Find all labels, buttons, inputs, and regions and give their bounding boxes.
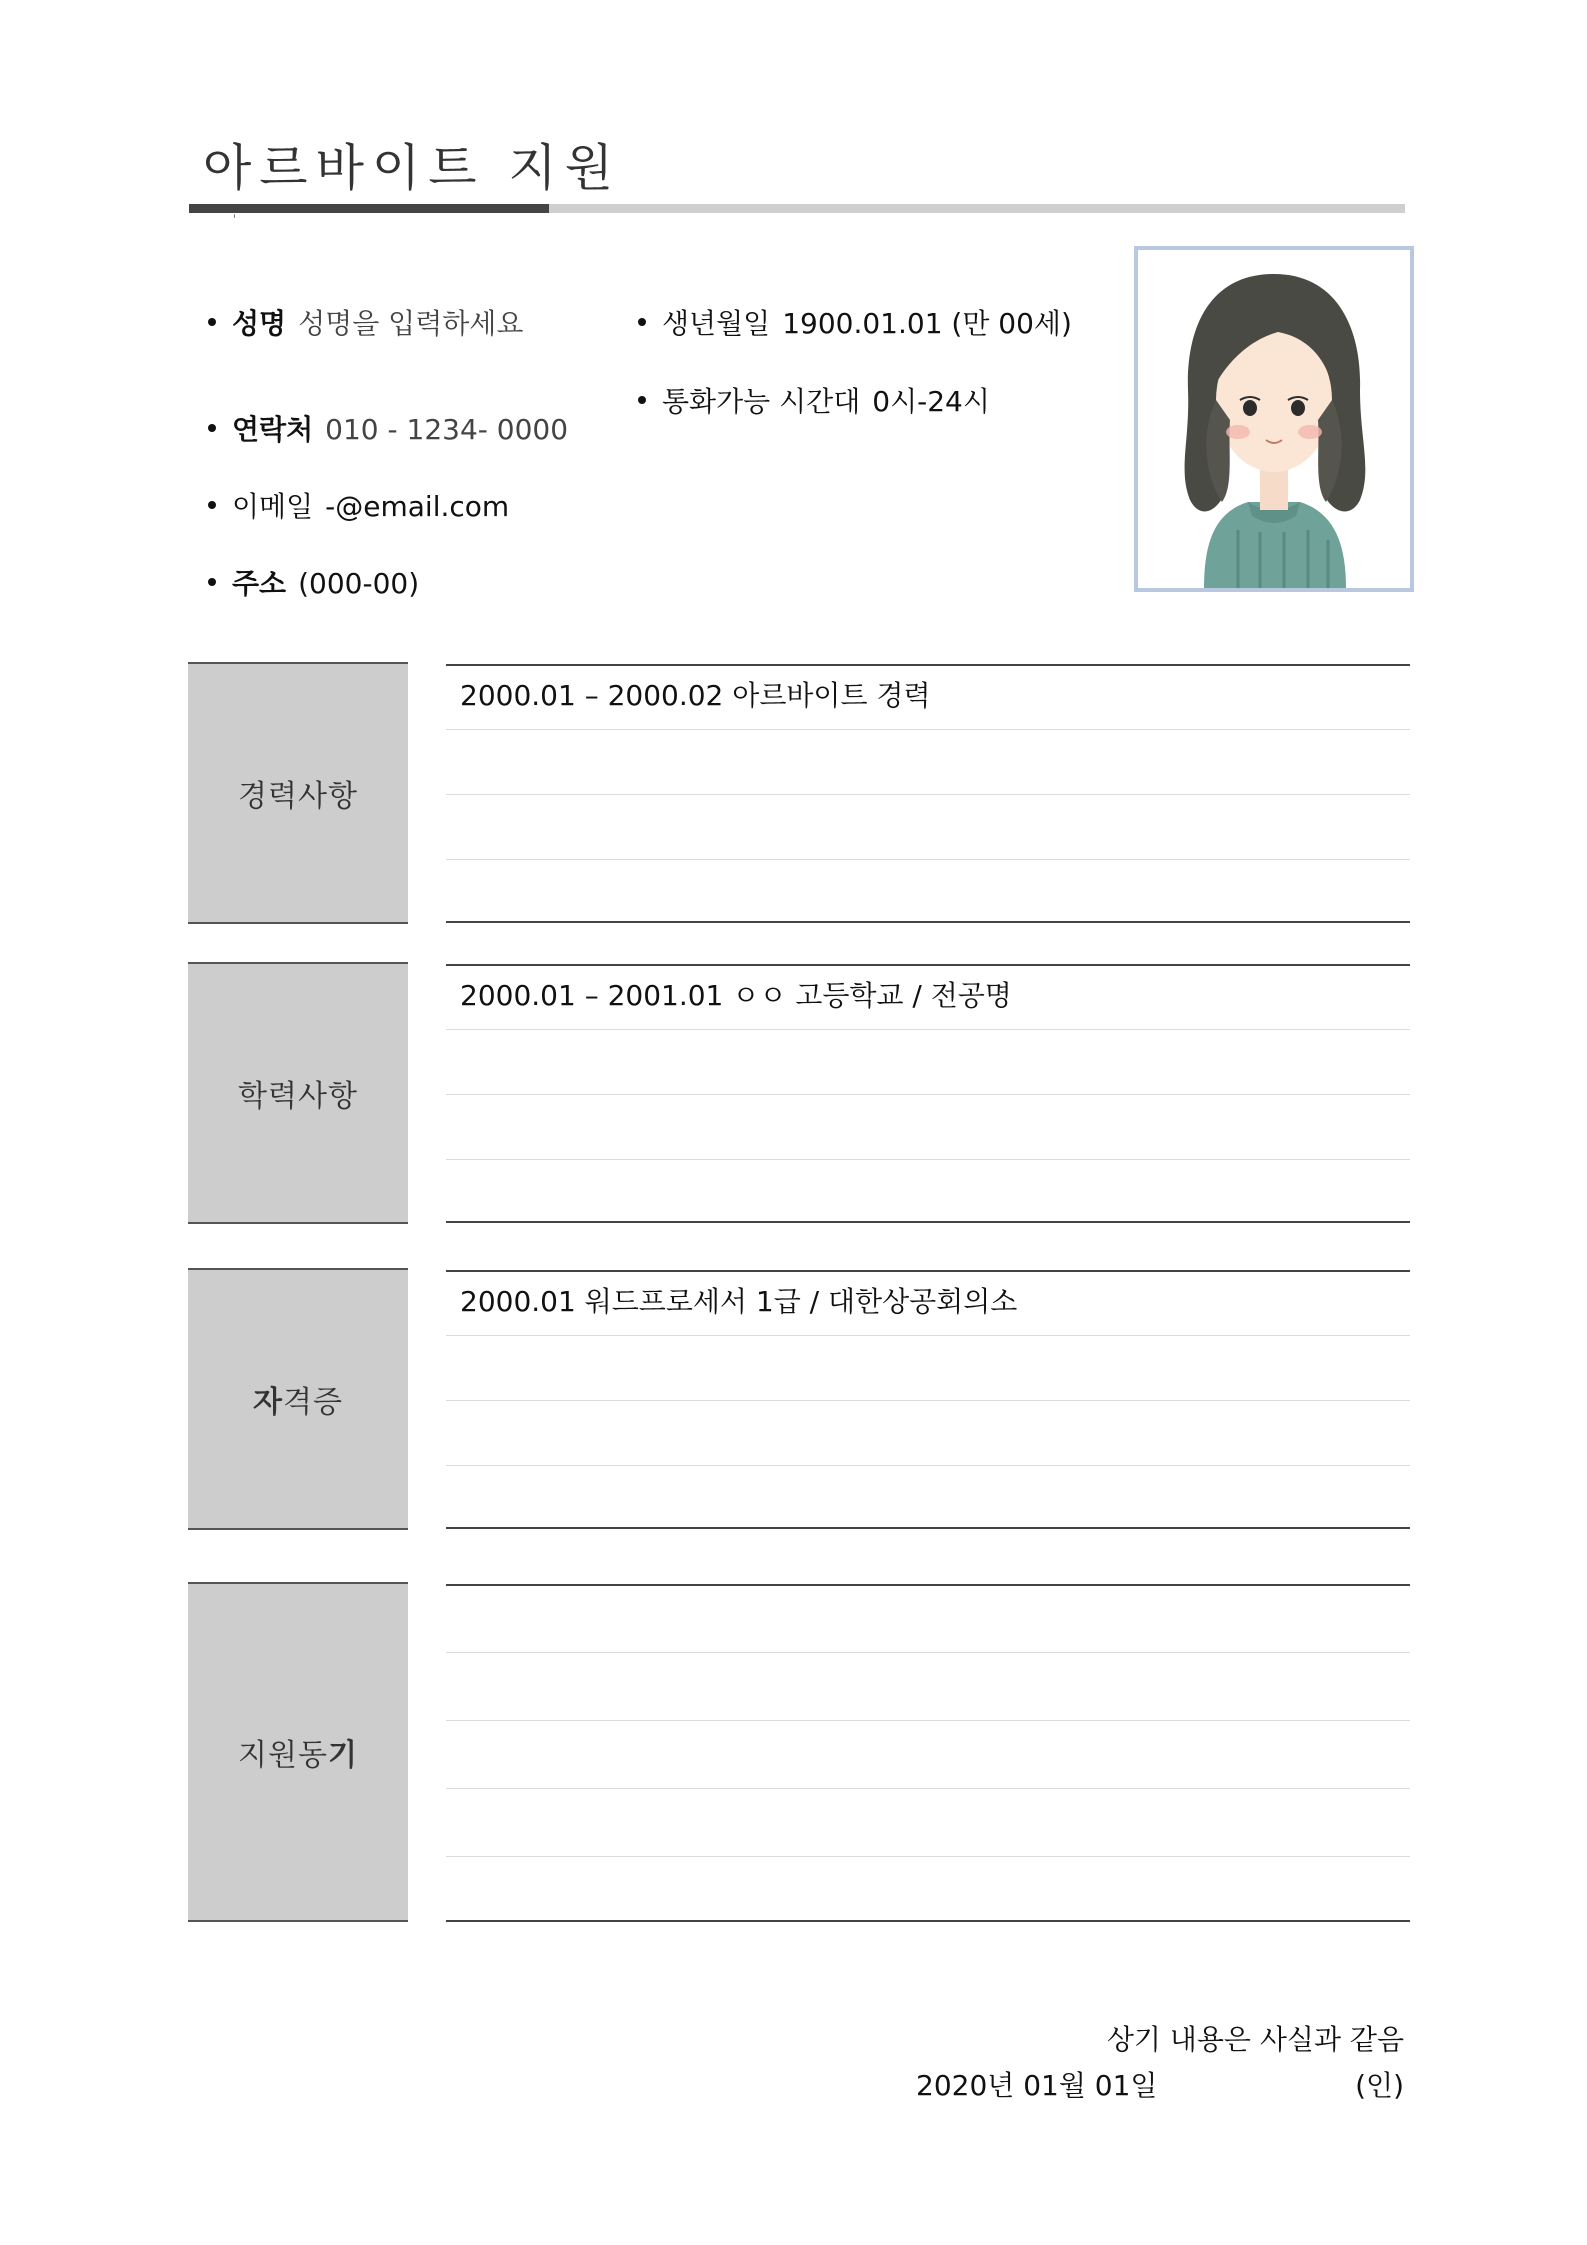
education-line-4[interactable] bbox=[446, 1159, 1410, 1224]
education-line-1[interactable] bbox=[446, 964, 1410, 1029]
license-entry: 2000.01 워드프로세서 1급 / 대한상공회의소 bbox=[460, 1285, 1018, 1318]
license-label bbox=[188, 1268, 408, 1530]
motivation-line-2[interactable] bbox=[446, 1652, 1410, 1720]
career-section bbox=[188, 662, 1410, 924]
contact-value[interactable]: 010 - 1234- 0000 bbox=[325, 413, 569, 446]
address-row bbox=[208, 562, 419, 602]
birth-row bbox=[638, 302, 1072, 342]
education-label bbox=[188, 962, 408, 1224]
email-value[interactable]: -@email.com bbox=[325, 490, 510, 523]
call-row bbox=[638, 380, 990, 420]
motivation-bottom-rule bbox=[446, 1920, 1410, 1922]
education-line-3[interactable] bbox=[446, 1094, 1410, 1159]
license-line-4[interactable] bbox=[446, 1465, 1410, 1530]
license-label-bold: 자 bbox=[253, 1385, 283, 1420]
name-row bbox=[208, 302, 523, 342]
career-line-4[interactable] bbox=[446, 859, 1410, 924]
motivation-label-rest: 지원동 bbox=[238, 1738, 328, 1773]
bullet-icon bbox=[208, 424, 216, 432]
seal-text: (인) bbox=[1355, 2069, 1404, 2102]
motivation-label bbox=[188, 1582, 408, 1922]
contact-row bbox=[208, 408, 568, 448]
profile-photo[interactable] bbox=[1134, 246, 1414, 592]
name-label: 성명 bbox=[232, 307, 287, 340]
motivation-line-4[interactable] bbox=[446, 1788, 1410, 1856]
statement-text: 상기 내용은 사실과 같음 bbox=[1106, 2023, 1404, 2056]
license-section bbox=[188, 1268, 1410, 1530]
bullet-icon bbox=[638, 318, 646, 326]
birth-value[interactable]: 1900.01.01 (만 00세) bbox=[782, 307, 1072, 340]
date-text[interactable]: 2020년 01월 01일 bbox=[916, 2069, 1158, 2102]
call-value[interactable]: 0시-24시 bbox=[872, 385, 990, 418]
career-line-3[interactable] bbox=[446, 794, 1410, 859]
education-entry: 2000.01 – 2001.01 ㅇㅇ 고등학교 / 전공명 bbox=[460, 979, 1012, 1012]
career-line-2[interactable] bbox=[446, 729, 1410, 794]
name-value[interactable]: 성명을 입력하세요 bbox=[298, 307, 524, 340]
education-section bbox=[188, 962, 1410, 1224]
career-label-text: 경력사항 bbox=[238, 779, 358, 814]
license-line-1[interactable] bbox=[446, 1270, 1410, 1335]
bullet-icon bbox=[638, 396, 646, 404]
girl-avatar-illustration-icon bbox=[1138, 250, 1410, 588]
call-label: 통화가능 시간대 bbox=[662, 385, 861, 418]
bullet-icon bbox=[208, 501, 216, 509]
address-label: 주소 bbox=[232, 567, 287, 600]
career-line-1[interactable] bbox=[446, 664, 1410, 729]
bullet-icon bbox=[208, 578, 216, 586]
title-rule-dark bbox=[189, 204, 549, 213]
rule-tick bbox=[234, 214, 235, 218]
contact-label: 연락처 bbox=[232, 413, 314, 446]
motivation-line-3[interactable] bbox=[446, 1720, 1410, 1788]
license-line-3[interactable] bbox=[446, 1400, 1410, 1465]
birth-label: 생년월일 bbox=[662, 307, 771, 340]
education-bottom-rule bbox=[446, 1221, 1410, 1223]
email-label: 이메일 bbox=[232, 490, 314, 523]
license-line-2[interactable] bbox=[446, 1335, 1410, 1400]
education-line-2[interactable] bbox=[446, 1029, 1410, 1094]
license-bottom-rule bbox=[446, 1527, 1410, 1529]
career-bottom-rule bbox=[446, 921, 1410, 923]
career-label bbox=[188, 662, 408, 924]
license-label-rest: 격증 bbox=[283, 1385, 343, 1420]
career-entry: 2000.01 – 2000.02 아르바이트 경력 bbox=[460, 679, 931, 712]
motivation-label-bold: 기 bbox=[327, 1738, 358, 1773]
motivation-section bbox=[188, 1582, 1410, 1922]
bullet-icon bbox=[208, 318, 216, 326]
motivation-line-5[interactable] bbox=[446, 1856, 1410, 1920]
address-value[interactable]: (000-00) bbox=[298, 567, 420, 600]
motivation-line-1[interactable] bbox=[446, 1584, 1410, 1652]
email-row bbox=[208, 485, 509, 525]
education-label-text: 학력사항 bbox=[238, 1079, 358, 1114]
page-title: 아르바이트 지원 bbox=[203, 139, 621, 197]
